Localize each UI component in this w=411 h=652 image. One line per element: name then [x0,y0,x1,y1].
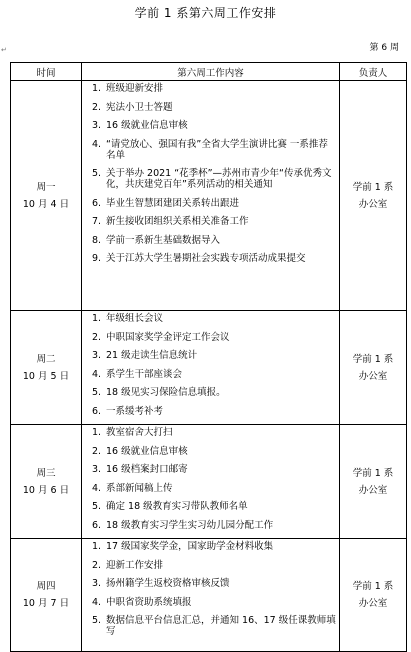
task-item [92,446,337,457]
week-label: 第 6 周 [369,43,399,53]
task-number: 9. [92,253,102,264]
task-text: 确定 18 级教育实习带队教师名单 [106,501,248,512]
day-name: 周一 [36,181,56,193]
task-text: 关于举办 2021 “花季杯”—苏州市青少年“传承优秀文化，共庆建党百年”系列活动的相关通知 [106,168,332,190]
task-item [92,427,337,438]
task-item [92,483,337,494]
task-number: 5. [92,168,102,179]
task-item [92,369,337,380]
owner-cell [340,539,407,652]
task-list [92,83,337,264]
task-item [92,387,337,398]
owner-office: 办公室 [358,598,388,609]
task-number: 1. [92,83,102,94]
task-number: 1. [92,541,102,552]
task-text: 18 级教育实习学生实习幼儿园分配工作 [106,519,274,531]
task-text: 学前一系新生基础数据导入 [106,234,221,246]
task-text: 16 级档案封口邮寄 [106,464,188,475]
task-list [92,541,337,637]
task-text: 迎新工作安排 [106,559,164,571]
tasks-cell [82,311,340,425]
task-number: 5. [92,615,102,626]
task-number: 6. [92,519,102,531]
task-text: 扬州籍学生返校资格审核反馈 [106,578,230,589]
task-text: 系部新闻稿上传 [106,482,173,494]
task-number: 3. [92,120,102,131]
task-number: 5. [92,387,102,398]
day-name: 周三 [36,467,56,479]
day-date: 10 月 7 日 [22,598,70,609]
task-text: 数据信息平台信息汇总，并通知 16、17 级任课教师填写 [106,615,336,637]
task-number: 4. [92,368,102,380]
owner-cell [340,425,407,539]
day-date: 10 月 4 日 [22,198,70,210]
task-item [92,406,337,417]
task-text: 16 级就业信息审核 [106,120,188,131]
paragraph-mark: ↵ [1,46,7,54]
task-item [92,560,337,571]
task-text: 宪法小卫士答题 [106,101,173,113]
table-row [11,81,407,311]
task-item [92,83,337,94]
day-name: 周四 [36,581,56,592]
task-text: 系学生干部座谈会 [106,368,183,380]
task-item [92,332,337,343]
task-item [92,597,337,608]
header-time: 时间 [11,63,82,81]
task-item [92,501,337,512]
task-number: 1. [92,313,102,324]
day-cell [11,539,82,652]
schedule-table [10,62,407,652]
task-number: 7. [92,216,102,227]
task-item [92,198,337,209]
day-cell [11,425,82,539]
task-item [92,541,337,552]
task-item [92,139,337,161]
task-number: 4. [92,596,102,608]
task-item [92,168,337,190]
task-text: 新生接收团组织关系相关准备工作 [106,216,249,227]
tasks-cell [82,539,340,652]
task-number: 2. [92,559,102,571]
task-item [92,313,337,324]
header-owner: 负责人 [340,63,407,81]
task-text: 21 级走读生信息统计 [106,350,198,361]
owner-office: 办公室 [358,198,388,210]
task-number: 6. [92,197,102,209]
task-item [92,120,337,131]
day-name: 周二 [36,353,56,365]
task-number: 5. [92,501,102,512]
task-text: 关于江苏大学生暑期社会实践专项活动成果提交 [106,253,306,264]
tasks-cell [82,81,340,311]
task-text: 年级组长会议 [106,313,164,324]
task-item [92,578,337,589]
task-item [92,615,337,637]
task-list [92,313,337,417]
task-text: 一系缓考补考 [106,405,164,417]
document-title: 学前 1 系第六周工作安排 [134,6,277,20]
tasks-cell [82,425,340,539]
table-row [11,311,407,425]
task-text: 17 级国家奖学金，国家助学金材料收集 [106,541,274,552]
task-number: 3. [92,464,102,475]
table-header-row [11,63,407,81]
task-item [92,216,337,227]
owner-cell [340,311,407,425]
task-list [92,427,337,531]
task-text: 中职省资助系统填报 [106,596,192,608]
task-number: 2. [92,331,102,343]
task-number: 1. [92,427,102,438]
owner-office: 办公室 [358,370,388,382]
task-item [92,464,337,475]
task-text: 教室宿舍大打扫 [106,427,173,438]
task-item [92,102,337,113]
table-row [11,539,407,652]
task-item [92,350,337,361]
owner-dept: 学前 1 系 [352,581,394,592]
task-item [92,253,337,264]
task-text: 16 级就业信息审核 [106,445,188,457]
table-row [11,425,407,539]
owner-cell [340,81,407,311]
owner-dept: 学前 1 系 [352,353,394,365]
header-content: 第六周工作内容 [82,63,340,81]
day-cell [11,311,82,425]
task-text: 18 级见实习保险信息填报。 [106,387,226,398]
task-number: 3. [92,578,102,589]
day-date: 10 月 5 日 [22,370,70,382]
day-cell [11,81,82,311]
owner-dept: 学前 1 系 [352,467,394,479]
task-item [92,235,337,246]
task-number: 8. [92,234,102,246]
task-text: “请党放心、强国有我”全省大学生演讲比赛 一系推荐名单 [106,138,328,161]
task-number: 4. [92,482,102,494]
owner-dept: 学前 1 系 [352,181,394,193]
task-text: 毕业生智慧团建团关系转出跟进 [106,197,240,209]
task-item [92,520,337,531]
task-text: 班级迎新安排 [106,83,164,94]
task-number: 2. [92,101,102,113]
task-number: 3. [92,350,102,361]
task-number: 4. [92,138,102,150]
day-date: 10 月 6 日 [22,484,70,496]
owner-office: 办公室 [358,484,388,496]
task-number: 2. [92,445,102,457]
task-text: 中职国家奖学金评定工作会议 [106,331,230,343]
task-number: 6. [92,405,102,417]
